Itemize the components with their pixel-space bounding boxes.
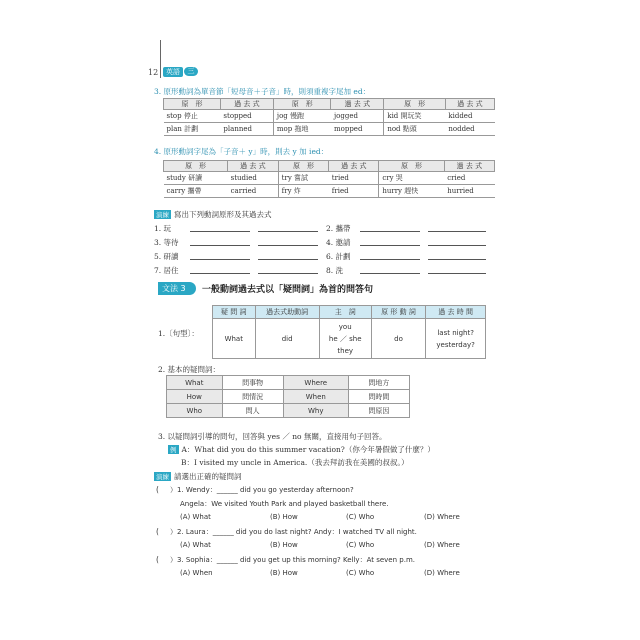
qwords-table <box>166 375 410 418</box>
verb-past: nodded <box>445 123 494 136</box>
option-c[interactable]: (C) Who <box>346 569 375 577</box>
rule4-h-base: 原 形 <box>164 161 228 172</box>
verb-past: hurried <box>444 185 494 198</box>
answer-blank[interactable] <box>190 259 250 260</box>
pattern-cell: do <box>371 319 426 359</box>
option-b[interactable]: (B) How <box>270 569 298 577</box>
verb-base: fry 炸 <box>278 185 329 198</box>
verb-past: jogged <box>331 110 384 123</box>
exercise1-item: 2. 攜帶 <box>326 224 351 233</box>
answer-blank[interactable] <box>190 245 250 246</box>
rule3-h-past: 過 去 式 <box>220 99 273 110</box>
rule3-h-past: 過 去 式 <box>445 99 494 110</box>
rule3-h-base: 原 形 <box>164 99 221 110</box>
verb-past: kidded <box>445 110 494 123</box>
qword-meaning: 問地方 <box>348 376 409 390</box>
pattern-header: 疑 問 詞 <box>213 306 256 319</box>
answer-blank[interactable] <box>428 245 486 246</box>
verb-past: mopped <box>331 123 384 136</box>
pattern-cell: did <box>255 319 319 359</box>
qword: Who <box>167 404 223 418</box>
option-a[interactable]: (A) What <box>180 541 211 549</box>
rule3-table <box>163 98 495 136</box>
verb-past: tried <box>329 172 379 185</box>
answer-blank[interactable] <box>258 259 318 260</box>
rule3-h-past: 過 去 式 <box>331 99 384 110</box>
verb-base: try 嘗試 <box>278 172 329 185</box>
question-1-response: Angela：We visited Youth Park and played basketball there. <box>180 500 389 508</box>
exercise-tag: 演練 <box>156 211 169 219</box>
pattern-header: 主 詞 <box>319 306 371 319</box>
rule4-h-past: 過 去 式 <box>444 161 494 172</box>
exercise2-instruction: 請選出正確的疑問詞 <box>174 472 242 481</box>
verb-past: fried <box>329 185 379 198</box>
exercise1-item: 5. 研讀 <box>154 252 179 261</box>
rule4-h-past: 過 去 式 <box>329 161 379 172</box>
exercise1-item: 4. 邀請 <box>326 238 351 247</box>
verb-past: planned <box>220 123 273 136</box>
option-c[interactable]: (C) Who <box>346 541 375 549</box>
verb-base: jog 慢跑 <box>273 110 331 123</box>
rule3-h-base: 原 形 <box>384 99 446 110</box>
option-c[interactable]: (C) Who <box>346 513 375 521</box>
pattern-label: 1.〔句型〕： <box>158 329 199 338</box>
verb-base: hurry 趕快 <box>379 185 444 198</box>
qwords-label: 2. 基本的疑問詞： <box>158 365 221 374</box>
answer-blank[interactable] <box>360 259 420 260</box>
grammar-note: 3. 以疑問詞引導的問句，回答與 yes ／ no 無關，直接用句子回答。 <box>158 432 387 441</box>
grammar-bar <box>158 282 486 296</box>
qword-meaning: 問情況 <box>222 390 283 404</box>
pattern-cell: What <box>213 319 256 359</box>
grammar-tag: 文法 3 <box>158 282 196 295</box>
qword-meaning: 問原因 <box>348 404 409 418</box>
answer-blank[interactable] <box>258 245 318 246</box>
qword: Where <box>283 376 348 390</box>
option-b[interactable]: (B) How <box>270 541 298 549</box>
example-icon: 例 <box>170 446 177 454</box>
exercise1-header <box>154 209 272 220</box>
qword-meaning: 問事物 <box>222 376 283 390</box>
verb-base: plan 計劃 <box>164 123 221 136</box>
pattern-cell: last night? yesterday? <box>426 319 486 359</box>
exercise2-header <box>154 471 242 482</box>
rule4-h-base: 原 形 <box>278 161 329 172</box>
option-d[interactable]: (D) Where <box>424 541 460 549</box>
exercise1-instruction: 寫出下列動詞原形及其過去式 <box>174 210 272 219</box>
answer-blank[interactable] <box>428 259 486 260</box>
answer-blank[interactable] <box>428 273 486 274</box>
pattern-header: 過去式助動詞 <box>255 306 319 319</box>
option-d[interactable]: (D) Where <box>424 513 460 521</box>
qword: Why <box>283 404 348 418</box>
grammar-title: 一般動詞過去式以「疑問詞」為首的問答句 <box>202 285 374 295</box>
question-3: ）3. Sophia：______ did you get up this morning? Kelly：At seven p.m. <box>170 556 415 564</box>
answer-blank[interactable] <box>190 231 250 232</box>
option-a[interactable]: (A) What <box>180 513 211 521</box>
answer-blank[interactable] <box>190 273 250 274</box>
verb-past: cried <box>444 172 494 185</box>
qword-meaning: 問人 <box>222 404 283 418</box>
rule4-h-past: 過 去 式 <box>228 161 279 172</box>
answer-blank[interactable] <box>258 273 318 274</box>
qword-meaning: 問時間 <box>348 390 409 404</box>
qword: What <box>167 376 223 390</box>
pattern-cell: you he ／ she they <box>319 319 371 359</box>
rule3-title: 3. 原形動詞為單音節「短母音＋子音」時，則須重複字尾加 ed： <box>154 87 371 96</box>
question-2: ）2. Laura：______ did you do last night? Andy：I watched TV all night. <box>170 528 417 536</box>
answer-blank[interactable] <box>258 231 318 232</box>
exercise-tag: 演練 <box>156 473 169 481</box>
qword: How <box>167 390 223 404</box>
answer-paren[interactable]: ( <box>156 527 159 536</box>
qword: When <box>283 390 348 404</box>
volume-label: 三 <box>184 67 198 76</box>
answer-blank[interactable] <box>360 231 420 232</box>
pattern-table <box>212 305 486 359</box>
question-1: ）1. Wendy：______ did you go yesterday afternoon? <box>170 486 354 494</box>
verb-past: carried <box>228 185 279 198</box>
answer-paren[interactable]: ( <box>156 555 159 564</box>
example-a: 例 A：What did you do this summer vacation?（你今年暑假做了什麼？） <box>170 445 435 454</box>
page-number: 12 <box>148 68 159 77</box>
exercise1-item: 1. 玩 <box>154 224 172 233</box>
verb-past: stopped <box>220 110 273 123</box>
option-a[interactable]: (A) When <box>180 569 213 577</box>
verb-past: studied <box>228 172 279 185</box>
verb-base: stop 停止 <box>164 110 221 123</box>
exercise1-item: 3. 等待 <box>154 238 179 247</box>
answer-blank[interactable] <box>360 245 420 246</box>
verb-base: study 研讀 <box>164 172 228 185</box>
header-divider <box>160 40 161 78</box>
verb-base: carry 攜帶 <box>164 185 228 198</box>
rule4-h-base: 原 形 <box>379 161 444 172</box>
rule3-h-base: 原 形 <box>273 99 331 110</box>
verb-base: cry 哭 <box>379 172 444 185</box>
answer-blank[interactable] <box>360 273 420 274</box>
example-b: B：I visited my uncle in America.（我去拜訪我在美國的叔叔。） <box>181 458 409 467</box>
answer-paren[interactable]: ( <box>156 485 159 494</box>
answer-blank[interactable] <box>428 231 486 232</box>
pattern-header: 過 去 時 間 <box>426 306 486 319</box>
pattern-header: 原 形 動 詞 <box>371 306 426 319</box>
exercise1-item: 7. 居住 <box>154 266 179 275</box>
verb-base: mop 拖地 <box>273 123 331 136</box>
exercise1-item: 8. 洗 <box>326 266 344 275</box>
verb-base: kid 開玩笑 <box>384 110 446 123</box>
verb-base: nod 點頭 <box>384 123 446 136</box>
option-d[interactable]: (D) Where <box>424 569 460 577</box>
book-label: 英語 <box>163 67 183 77</box>
rule4-table <box>163 160 495 198</box>
rule4-title: 4. 原形動詞字尾為「子音＋ y」時，則去 y 加 ied： <box>154 147 329 156</box>
option-b[interactable]: (B) How <box>270 513 298 521</box>
exercise1-item: 6. 計劃 <box>326 252 351 261</box>
